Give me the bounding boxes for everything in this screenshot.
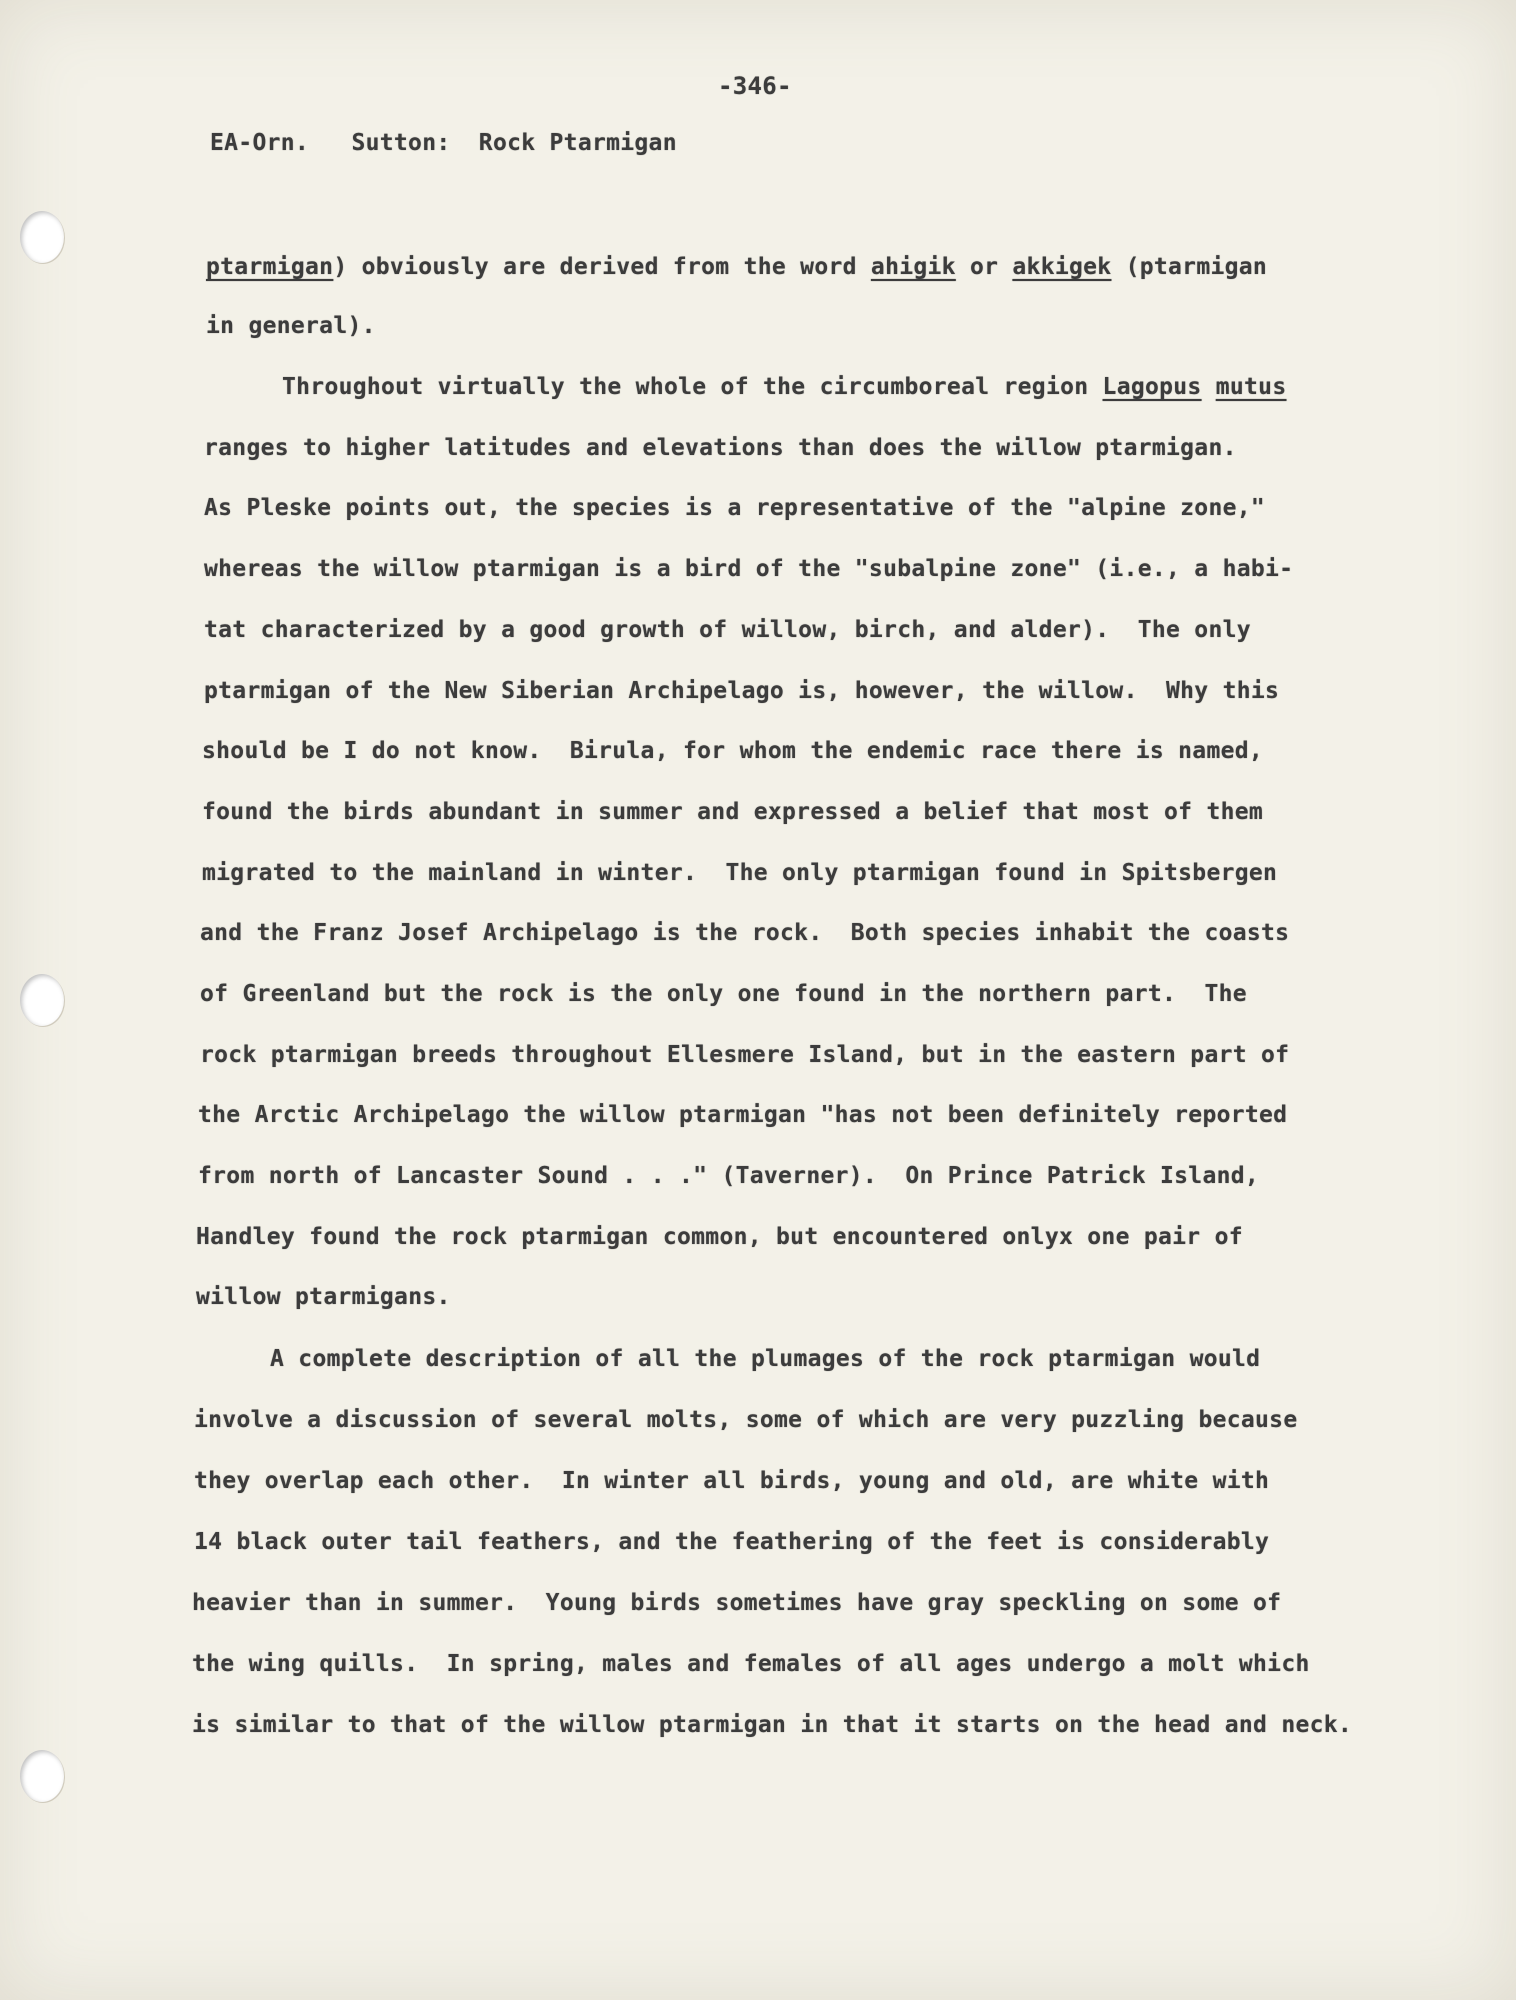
text-line [204, 617, 1251, 643]
text-segment: Handley found the rock ptarmigan common, but encountered onlyx one pair of [196, 1224, 1243, 1250]
text-segment: ) obviously are derived from the word [333, 254, 871, 280]
text-segment: tat characterized by a good growth of willow, birch, and alder). The only [204, 617, 1251, 643]
text-line [196, 1224, 1243, 1250]
text-line [200, 1042, 1289, 1068]
text-segment: heavier than in summer. Young birds sometimes have gray speckling on some of [192, 1590, 1282, 1616]
text-segment: in general). [206, 313, 376, 339]
page-number: -346- [718, 72, 792, 100]
text-segment: whereas the willow ptarmigan is a bird of the "subalpine zone" (i.e., a habi- [204, 556, 1294, 582]
text-line [202, 738, 1263, 764]
text-segment: rock ptarmigan breeds throughout Ellesmere Island, but in the eastern part of [200, 1042, 1290, 1068]
text-line [204, 556, 1293, 582]
text-segment: the Arctic Archipelago the willow ptarmigan "has not been definitely reported [198, 1102, 1288, 1128]
text-segment: As Pleske points out, the species is a representative of the "alpine zone," [204, 495, 1266, 521]
text-segment: and the Franz Josef Archipelago is the rock. Both species inhabit the coasts [200, 920, 1290, 946]
text-segment: should be I do not know. Birula, for whom the endemic race there is named, [202, 738, 1264, 764]
running-head: EA-Orn. Sutton: Rock Ptarmigan [210, 130, 677, 156]
text-segment: migrated to the mainland in winter. The only ptarmigan found in Spitsbergen [202, 860, 1278, 886]
text-segment: Throughout virtually the whole of the circumboreal region [282, 374, 1103, 400]
text-line [200, 981, 1247, 1007]
text-segment: involve a discussion of several molts, some of which are very puzzling because [194, 1407, 1298, 1433]
text-segment: A complete description of all the plumages of the rock ptarmigan would [270, 1346, 1261, 1372]
underlined-term: ptarmigan [206, 254, 334, 280]
punch-hole-middle [20, 974, 64, 1026]
text-segment: of Greenland but the rock is the only one found in the northern part. The [200, 981, 1247, 1007]
text-segment: is similar to that of the willow ptarmigan in that it starts on the head and neck. [192, 1712, 1353, 1738]
text-line [198, 1102, 1287, 1128]
text-segment: they overlap each other. In winter all birds, young and old, are white with [194, 1468, 1270, 1494]
punch-hole-top [20, 211, 64, 263]
text-line [270, 1346, 1260, 1372]
text-line [194, 1529, 1269, 1555]
text-line [192, 1651, 1310, 1677]
text-line [202, 860, 1277, 886]
underlined-term: mutus [1215, 374, 1287, 400]
text-segment: ranges to higher latitudes and elevations than does the willow ptarmigan. [204, 435, 1237, 461]
text-line [206, 313, 376, 339]
text-line [196, 1284, 451, 1310]
underlined-term: ahigik [870, 254, 956, 280]
text-line [194, 1468, 1269, 1494]
text-segment: or [955, 254, 1013, 280]
text-segment: ptarmigan of the New Siberian Archipelago is, however, the willow. Why this [204, 678, 1280, 704]
text-segment: 14 black outer tail feathers, and the feathering of the feet is considerably [194, 1529, 1270, 1555]
text-segment: willow ptarmigans. [196, 1284, 451, 1310]
text-segment [1202, 374, 1216, 400]
text-line [200, 920, 1289, 946]
text-line [282, 374, 1286, 400]
text-line [206, 254, 1267, 280]
underlined-term: akkigek [1012, 254, 1112, 280]
text-line [202, 799, 1263, 825]
text-segment: the wing quills. In spring, males and females of all ages undergo a molt which [192, 1651, 1310, 1677]
text-segment: found the birds abundant in summer and expressed a belief that most of them [202, 799, 1264, 825]
text-segment: from north of Lancaster Sound . . ." (Taverner). On Prince Patrick Island, [198, 1163, 1260, 1189]
text-line [198, 1163, 1259, 1189]
text-line [204, 495, 1265, 521]
text-line [204, 435, 1237, 461]
underlined-term: Lagopus [1102, 374, 1202, 400]
text-line [194, 1407, 1297, 1433]
text-line [204, 678, 1279, 704]
text-line [192, 1712, 1352, 1738]
text-line [192, 1590, 1281, 1616]
punch-hole-bottom [20, 1750, 64, 1802]
text-segment: (ptarmigan [1111, 254, 1268, 280]
